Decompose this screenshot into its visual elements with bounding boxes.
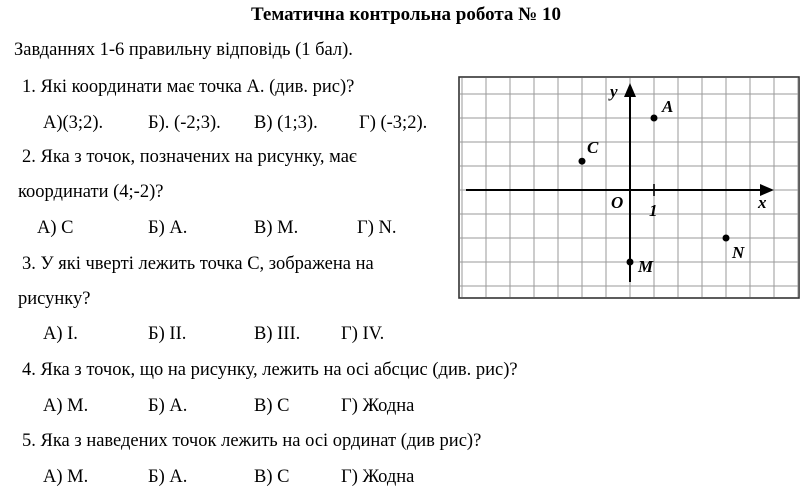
q5-option-c: В) С <box>254 467 290 487</box>
q5-option-a: А) М. <box>43 467 89 487</box>
question-4-text: 4. Яка з точок, що на рисунку, лежить на осі абсцис (див. рис)? <box>22 360 518 380</box>
point-n <box>723 235 730 242</box>
question-3-text-cont: рисунку? <box>18 289 91 309</box>
q2-option-a: А) С <box>37 218 74 238</box>
q1-option-c: В) (1;3). <box>254 113 318 133</box>
question-2-text: 2. Яка з точок, позначених на рисунку, має <box>22 147 357 167</box>
q3-option-a: А) І. <box>43 324 78 344</box>
q4-option-c: В) С <box>254 396 290 416</box>
point-label-c: C <box>587 138 599 158</box>
point-label-a: A <box>662 97 674 116</box>
page-title: Тематична контрольна робота № 10 <box>250 4 562 25</box>
unit-label: 1 <box>649 201 658 220</box>
q2-option-c: В) М. <box>254 218 299 238</box>
q4-option-d: Г) Жодна <box>341 396 415 416</box>
q1-option-d: Г) (-3;2). <box>359 113 428 133</box>
question-3-text: 3. У які чверті лежить точка С, зображена на <box>22 254 374 274</box>
q3-option-d: Г) ІV. <box>341 324 385 344</box>
q4-option-b: Б) А. <box>148 396 188 416</box>
q2-option-d: Г) N. <box>357 218 397 238</box>
point-label-n: N <box>732 243 745 262</box>
point-a <box>651 115 658 122</box>
point-label-m: M <box>638 257 654 276</box>
q4-option-a: А) М. <box>43 396 89 416</box>
q5-option-b: Б) А. <box>148 467 188 487</box>
q3-option-c: В) ІІІ. <box>254 324 301 344</box>
question-1-text: 1. Які координати має точка А. (див. рис)? <box>22 77 355 97</box>
y-axis-label: y <box>610 82 618 101</box>
point-m <box>627 259 634 266</box>
q1-option-a: А)(3;2). <box>43 113 104 133</box>
q5-option-d: Г) Жодна <box>341 467 415 487</box>
intro-text: Завданнях 1-6 правильну відповідь (1 бал). <box>14 40 353 60</box>
q2-option-b: Б) А. <box>148 218 188 238</box>
point-c <box>579 158 586 165</box>
coordinate-plane-figure <box>458 76 800 299</box>
x-axis-label: x <box>758 193 767 212</box>
q1-option-b: Б). (-2;3). <box>148 113 221 133</box>
q3-option-b: Б) ІІ. <box>148 324 187 344</box>
question-2-text-cont: координати (4;-2)? <box>18 182 164 202</box>
question-5-text: 5. Яка з наведених точок лежить на осі ординат (див рис)? <box>22 431 482 451</box>
origin-label: O <box>611 193 624 212</box>
